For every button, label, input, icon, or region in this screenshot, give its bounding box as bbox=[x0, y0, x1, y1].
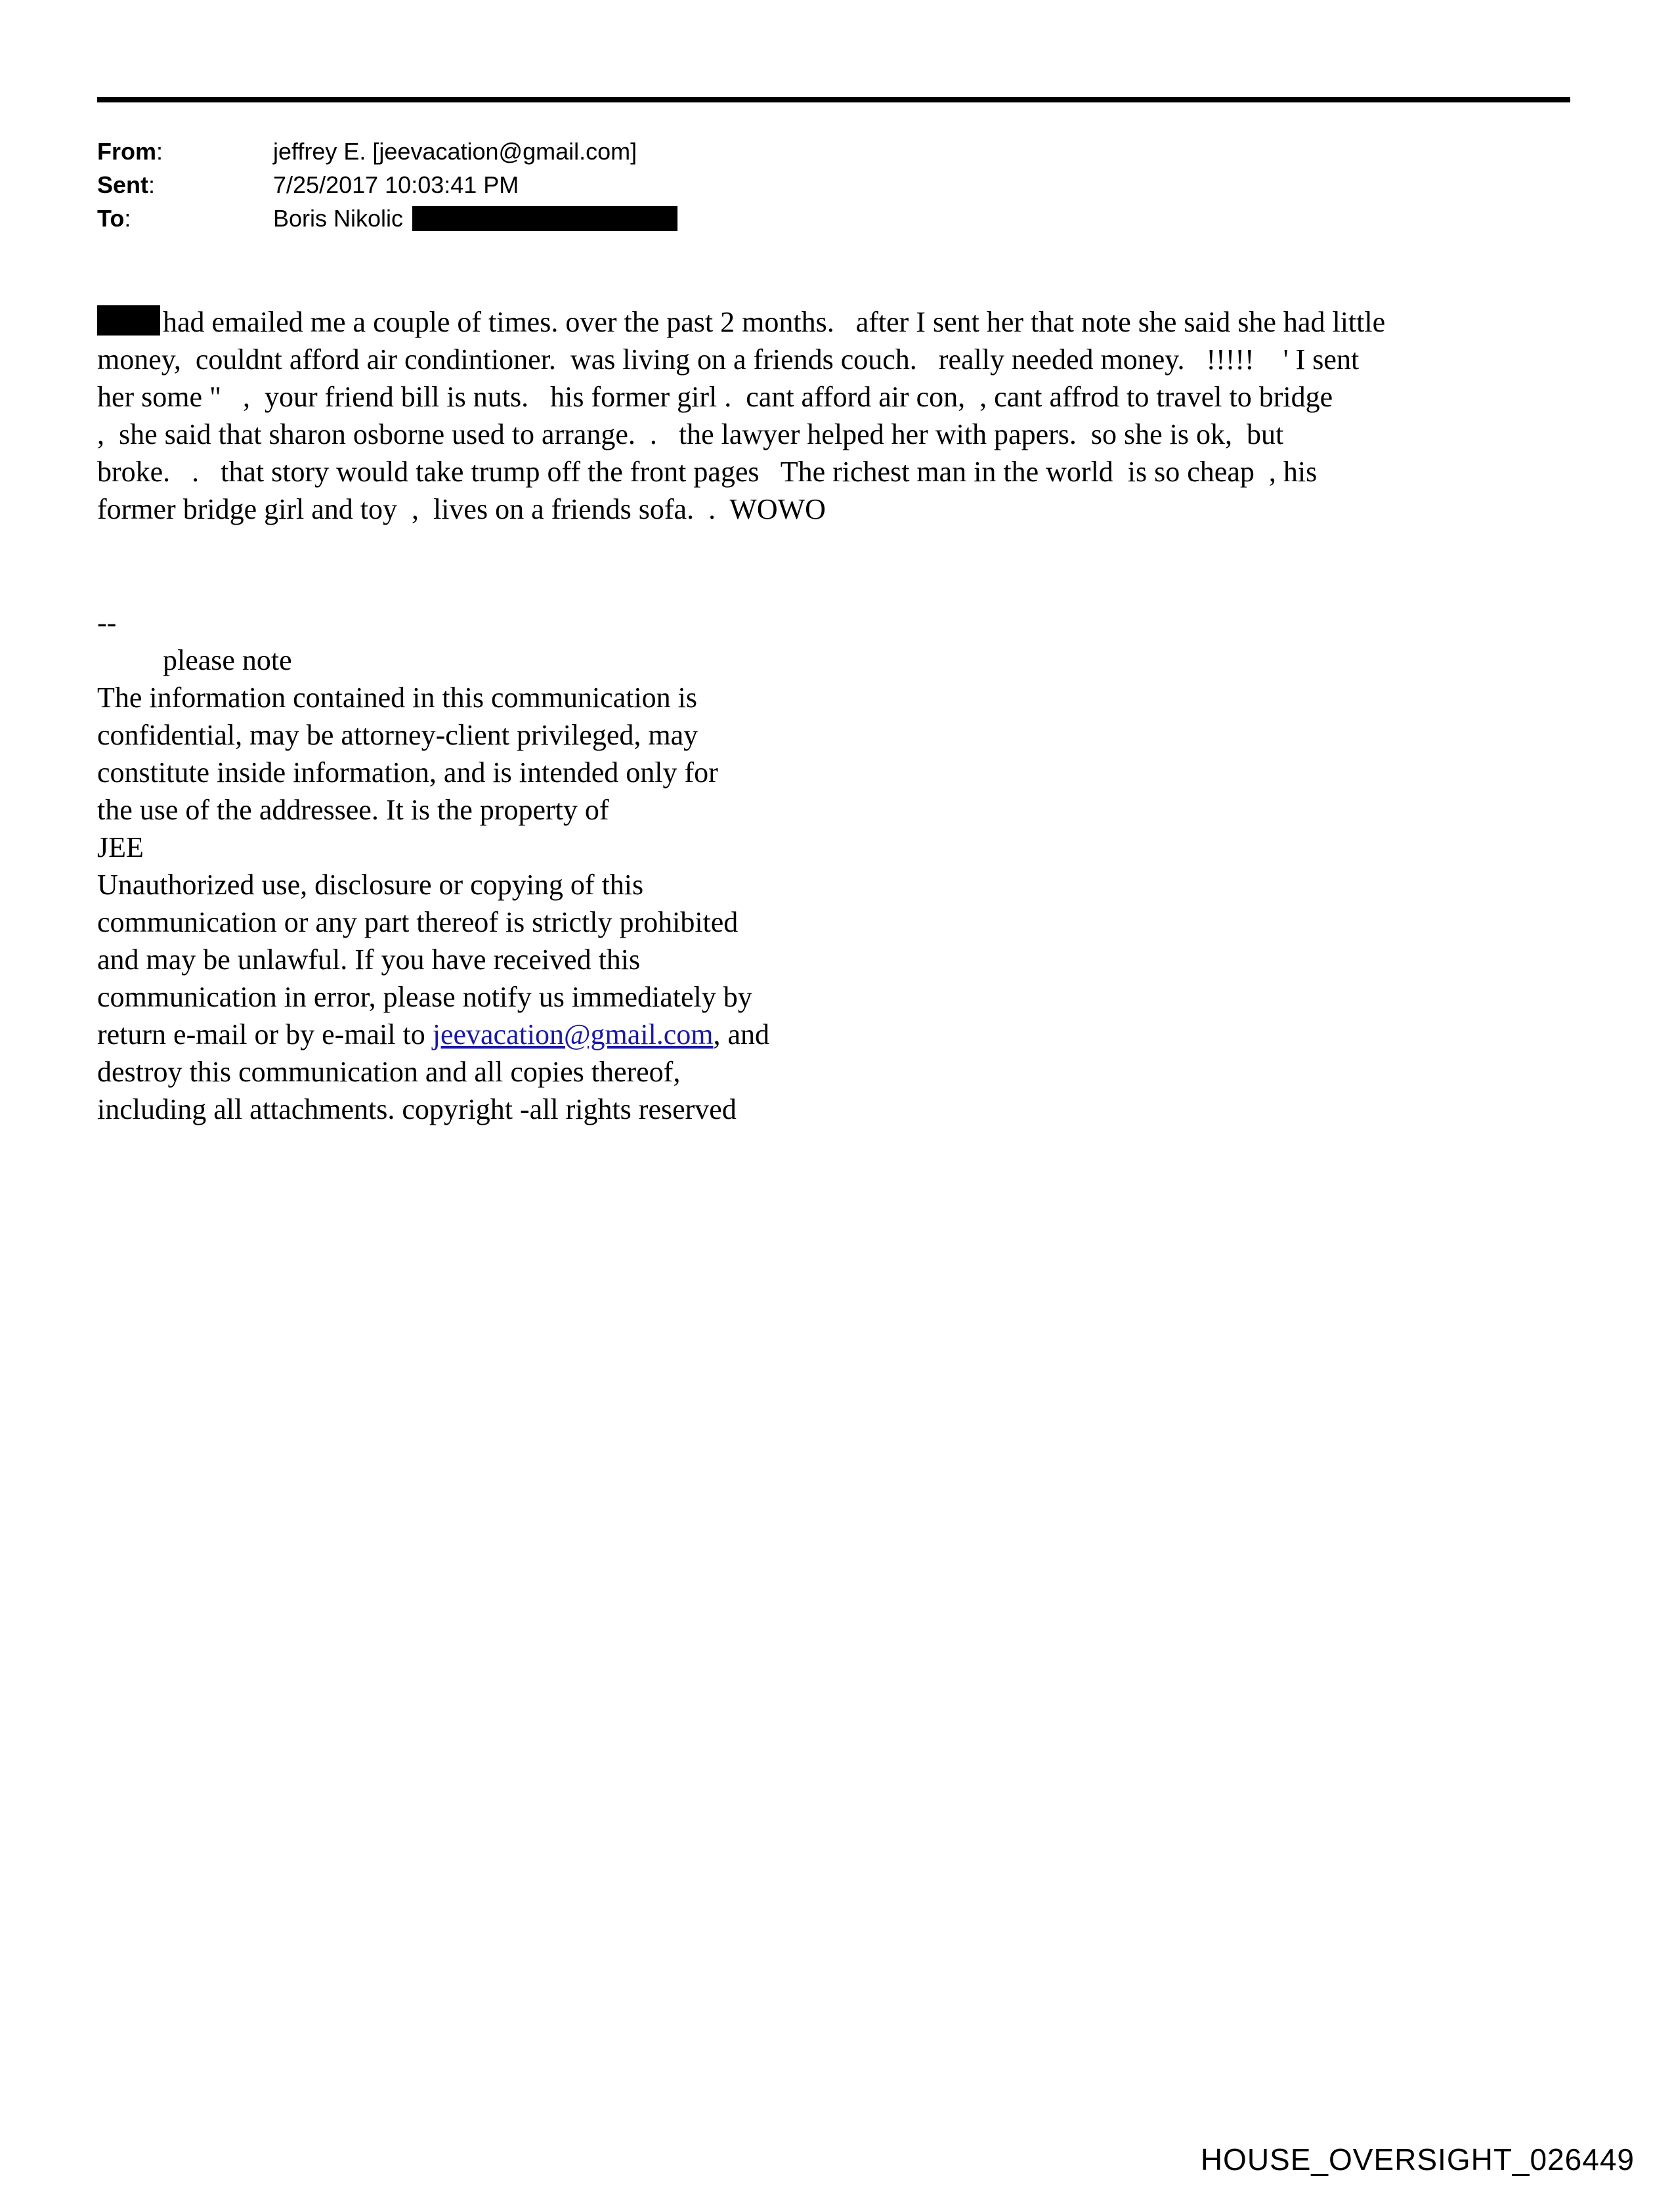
document-id: HOUSE_OVERSIGHT_026449 bbox=[1200, 2142, 1635, 2177]
disclaimer-line: communication in error, please notify us immediately by bbox=[97, 981, 752, 1013]
sent-row: Sent: 7/25/2017 10:03:41 PM bbox=[97, 168, 677, 202]
redaction-block bbox=[412, 206, 677, 231]
email-header bbox=[97, 135, 677, 235]
body-line: her some " , your friend bill is nuts. his former girl . cant afford air con, , cant affrod to travel to bridge bbox=[97, 381, 1333, 413]
to-value: Boris Nikolic bbox=[273, 205, 404, 232]
email-body bbox=[97, 303, 1561, 528]
body-line: had emailed me a couple of times. over the past 2 months. after I sent her that note she said she had little bbox=[97, 303, 1561, 341]
body-line: , she said that sharon osborne used to arrange. . the lawyer helped her with papers. so she is ok, but bbox=[97, 418, 1284, 450]
disclaimer-line: JEE bbox=[97, 831, 144, 863]
email-signature bbox=[97, 604, 769, 1128]
disclaimer-line: communication or any part thereof is strictly prohibited bbox=[97, 906, 739, 938]
body-line: former bridge girl and toy , lives on a friends sofa. . WOWO bbox=[97, 493, 826, 525]
to-label: To bbox=[97, 205, 125, 232]
disclaimer-line: The information contained in this communication is bbox=[97, 682, 698, 714]
sent-value: 7/25/2017 10:03:41 PM bbox=[273, 171, 519, 198]
disclaimer-line: destroy this communication and all copies thereof, bbox=[97, 1056, 681, 1088]
signature-separator: -- bbox=[97, 607, 117, 639]
disclaimer-line: confidential, may be attorney-client privileged, may bbox=[97, 719, 698, 751]
body-line: money, couldnt afford air condintioner. was living on a friends couch. really needed money. !!!!! ' I sent bbox=[97, 343, 1360, 376]
top-divider bbox=[97, 97, 1570, 102]
email-link[interactable]: jeevacation@gmail.com bbox=[432, 1018, 714, 1051]
disclaimer-line: and may be unlawful. If you have received this bbox=[97, 943, 641, 976]
to-row: To: Boris Nikolic bbox=[97, 202, 677, 235]
sent-label: Sent bbox=[97, 171, 149, 198]
please-note: please note bbox=[163, 644, 292, 676]
disclaimer-line: including all attachments. copyright -all rights reserved bbox=[97, 1093, 737, 1125]
disclaimer-line: the use of the addressee. It is the property of bbox=[97, 794, 609, 826]
disclaimer-line: return e-mail or by e-mail to jeevacation@gmail.com, and bbox=[97, 1018, 770, 1051]
body-line: broke. . that story would take trump off the front pages The richest man in the world is so cheap , his bbox=[97, 456, 1318, 488]
disclaimer-line: constitute inside information, and is intended only for bbox=[97, 756, 718, 789]
disclaimer-line: Unauthorized use, disclosure or copying of this bbox=[97, 869, 644, 901]
from-label: From bbox=[97, 138, 156, 165]
from-value: jeffrey E. [jeevacation@gmail.com] bbox=[273, 138, 637, 165]
from-row: From: jeffrey E. [jeevacation@gmail.com] bbox=[97, 135, 677, 168]
redaction-block bbox=[97, 305, 160, 336]
